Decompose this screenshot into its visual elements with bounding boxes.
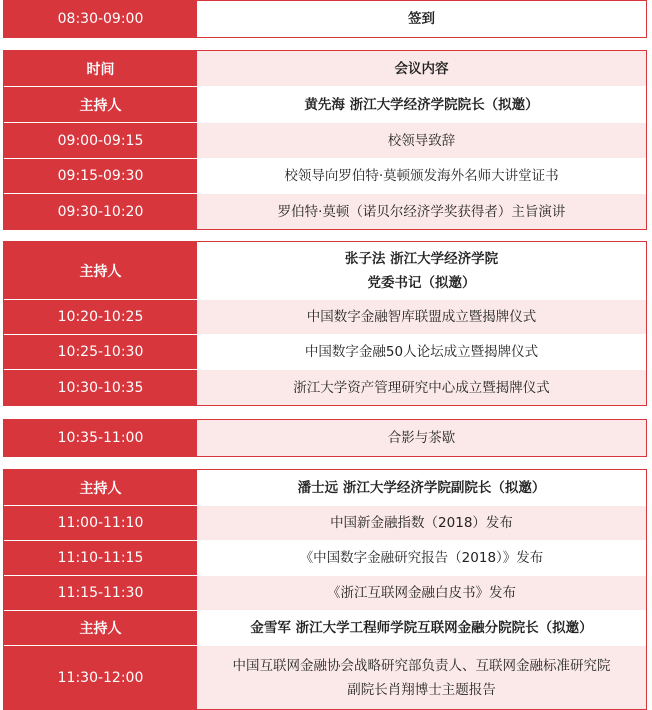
host-row [4, 87, 646, 123]
agenda-block-release [3, 469, 647, 710]
content-line2: 副院长肖翔博士主题报告 [347, 681, 496, 698]
time-cell: 11:10-11:15 [57, 550, 144, 566]
host-name-line2: 党委书记（拟邀） [367, 274, 476, 291]
table-row [4, 300, 646, 335]
content-cell: 《中国数字金融研究报告（2018）》发布 [197, 541, 646, 575]
table-row [4, 541, 646, 576]
host-row [4, 470, 646, 506]
content-cell: 签到 [197, 1, 646, 37]
host-row [4, 242, 646, 300]
agenda-block-opening [3, 50, 647, 230]
host-name [197, 242, 646, 299]
content-cell: 合影与茶歇 [197, 420, 646, 456]
content-cell: 中国新金融指数（2018）发布 [197, 506, 646, 540]
content-cell: 罗伯特·莫顿（诺贝尔经济学奖获得者）主旨演讲 [197, 194, 646, 229]
table-row [4, 646, 646, 709]
content-cell: 中国数字金融智库联盟成立暨揭牌仪式 [197, 300, 646, 334]
time-cell: 09:30-10:20 [57, 203, 144, 220]
time-cell: 10:20-10:25 [57, 309, 144, 325]
host-label: 主持人 [79, 621, 122, 637]
content-cell: 校领导致辞 [197, 123, 646, 158]
time-cell: 08:30-09:00 [57, 11, 144, 27]
time-cell: 11:00-11:10 [57, 515, 144, 531]
table-row [4, 1, 646, 37]
host-name-line1: 张子法 浙江大学经济学院 [344, 250, 499, 267]
time-cell: 10:30-10:35 [57, 379, 144, 396]
host-name: 潘士远 浙江大学经济学院副院长（拟邀） [197, 470, 646, 505]
header-content: 会议内容 [197, 51, 646, 86]
host-row [4, 611, 646, 646]
table-row [4, 370, 646, 405]
table-row [4, 506, 646, 541]
time-cell: 11:15-11:30 [57, 585, 144, 601]
agenda-block-launch [3, 241, 647, 406]
content-cell: 校领导向罗伯特·莫顿颁发海外名师大讲堂证书 [197, 159, 646, 193]
host-label: 主持人 [79, 97, 122, 114]
table-row [4, 159, 646, 194]
time-cell: 09:15-09:30 [57, 168, 144, 184]
table-header-row [4, 51, 646, 87]
content-cell: 中国数字金融50人论坛成立暨揭牌仪式 [197, 335, 646, 369]
content-cell: 《浙江互联网金融白皮书》发布 [197, 576, 646, 610]
time-cell: 10:25-10:30 [57, 344, 144, 360]
host-name: 黄先海 浙江大学经济学院院长（拟邀） [197, 87, 646, 122]
table-row [4, 420, 646, 456]
host-label: 主持人 [79, 263, 122, 280]
content-cell [197, 646, 646, 709]
content-line1: 中国互联网金融协会战略研究部负责人、互联网金融标准研究院 [232, 657, 611, 674]
table-row [4, 576, 646, 611]
time-cell: 09:00-09:15 [57, 132, 144, 149]
time-cell: 11:30-12:00 [57, 669, 144, 686]
header-time: 时间 [86, 61, 115, 78]
host-name: 金雪军 浙江大学工程师学院互联网金融分院院长（拟邀） [197, 611, 646, 645]
time-cell: 10:35-11:00 [57, 430, 144, 446]
table-row [4, 123, 646, 159]
agenda-block-break [3, 419, 647, 457]
table-row [4, 335, 646, 370]
host-label: 主持人 [79, 480, 122, 497]
agenda-block-checkin [3, 0, 647, 38]
table-row [4, 194, 646, 229]
content-cell: 浙江大学资产管理研究中心成立暨揭牌仪式 [197, 370, 646, 405]
